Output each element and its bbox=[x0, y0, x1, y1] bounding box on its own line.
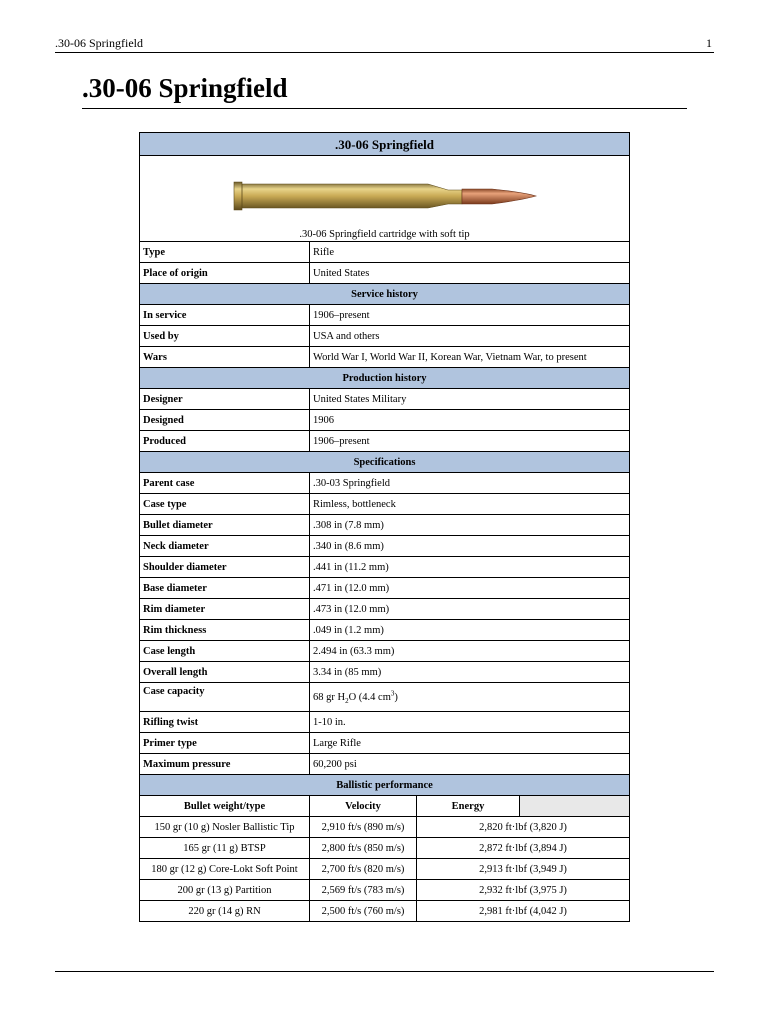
row-value: 1-10 in. bbox=[310, 712, 630, 733]
row-value: 1906–present bbox=[310, 305, 630, 326]
section-heading-production-history: Production history bbox=[140, 368, 630, 389]
cartridge-image bbox=[230, 174, 540, 218]
row-value: 2.494 in (63.3 mm) bbox=[310, 641, 630, 662]
running-header-title: .30-06 Springfield bbox=[55, 36, 143, 50]
cartridge-image-cell bbox=[140, 156, 630, 242]
row-label: Type bbox=[140, 242, 310, 263]
row-value: 3.34 in (85 mm) bbox=[310, 662, 630, 683]
row-label: Neck diameter bbox=[140, 536, 310, 557]
row-label: Rim diameter bbox=[140, 599, 310, 620]
ballistic-velocity: 2,700 ft/s (820 m/s) bbox=[310, 859, 417, 880]
row-value: .441 in (11.2 mm) bbox=[310, 557, 630, 578]
ballistic-bullet: 150 gr (10 g) Nosler Ballistic Tip bbox=[140, 817, 310, 838]
row-value: 60,200 psi bbox=[310, 754, 630, 775]
ballistic-velocity: 2,569 ft/s (783 m/s) bbox=[310, 880, 417, 901]
ballistic-bullet: 200 gr (13 g) Partition bbox=[140, 880, 310, 901]
row-value: 1906–present bbox=[310, 431, 630, 452]
row-label: Rim thickness bbox=[140, 620, 310, 641]
row-value: .340 in (8.6 mm) bbox=[310, 536, 630, 557]
row-label: Base diameter bbox=[140, 578, 310, 599]
row-value: .049 in (1.2 mm) bbox=[310, 620, 630, 641]
ballistic-energy: 2,981 ft·lbf (4,042 J) bbox=[417, 901, 630, 922]
row-label: Maximum pressure bbox=[140, 754, 310, 775]
case-capacity-mid: O (4.4 cm bbox=[348, 691, 391, 703]
image-caption: .30-06 Springfield cartridge with soft tip bbox=[299, 229, 470, 240]
row-value: .30-03 Springfield bbox=[310, 473, 630, 494]
row-label: Designed bbox=[140, 410, 310, 431]
ballistic-bullet: 220 gr (14 g) RN bbox=[140, 901, 310, 922]
row-value: Rifle bbox=[310, 242, 630, 263]
ballistic-energy: 2,913 ft·lbf (3,949 J) bbox=[417, 859, 630, 880]
row-label: Primer type bbox=[140, 733, 310, 754]
row-label: Place of origin bbox=[140, 263, 310, 284]
row-value: .473 in (12.0 mm) bbox=[310, 599, 630, 620]
ballistic-velocity: 2,800 ft/s (850 m/s) bbox=[310, 838, 417, 859]
row-value: United States bbox=[310, 263, 630, 284]
column-header-velocity: Velocity bbox=[310, 796, 417, 817]
ballistic-bullet: 180 gr (12 g) Core-Lokt Soft Point bbox=[140, 859, 310, 880]
section-heading-specifications: Specifications bbox=[140, 452, 630, 473]
ballistic-energy: 2,872 ft·lbf (3,894 J) bbox=[417, 838, 630, 859]
row-value: .471 in (12.0 mm) bbox=[310, 578, 630, 599]
infobox-caption: .30-06 Springfield bbox=[140, 133, 630, 156]
page-title: .30-06 Springfield bbox=[82, 70, 687, 109]
section-heading-service-history: Service history bbox=[140, 284, 630, 305]
case-capacity-value bbox=[310, 683, 630, 712]
row-label: Used by bbox=[140, 326, 310, 347]
row-value: Large Rifle bbox=[310, 733, 630, 754]
row-label: Case length bbox=[140, 641, 310, 662]
row-value: USA and others bbox=[310, 326, 630, 347]
infobox-table bbox=[139, 132, 630, 922]
case-capacity-prefix: 68 gr H bbox=[313, 691, 346, 703]
case-capacity-suffix: ) bbox=[394, 691, 398, 703]
row-label: In service bbox=[140, 305, 310, 326]
row-value: 1906 bbox=[310, 410, 630, 431]
row-label: Designer bbox=[140, 389, 310, 410]
column-header-energy: Energy bbox=[417, 796, 520, 817]
row-value: .308 in (7.8 mm) bbox=[310, 515, 630, 536]
footer-rule bbox=[55, 971, 714, 972]
row-label: Overall length bbox=[140, 662, 310, 683]
row-label: Case type bbox=[140, 494, 310, 515]
case-capacity-sup: 3 bbox=[390, 689, 395, 697]
row-label: Parent case bbox=[140, 473, 310, 494]
row-label: Shoulder diameter bbox=[140, 557, 310, 578]
ballistic-energy: 2,820 ft·lbf (3,820 J) bbox=[417, 817, 630, 838]
ballistic-velocity: 2,910 ft/s (890 m/s) bbox=[310, 817, 417, 838]
row-value: World War I, World War II, Korean War, Vietnam War, to present bbox=[310, 347, 630, 368]
row-label: Wars bbox=[140, 347, 310, 368]
page-number: 1 bbox=[706, 36, 712, 50]
section-heading-ballistic-performance: Ballistic performance bbox=[140, 775, 630, 796]
case-capacity-sub: 2 bbox=[345, 696, 349, 705]
row-label: Rifling twist bbox=[140, 712, 310, 733]
row-value: Rimless, bottleneck bbox=[310, 494, 630, 515]
ballistic-bullet: 165 gr (11 g) BTSP bbox=[140, 838, 310, 859]
column-header-bullet: Bullet weight/type bbox=[140, 796, 310, 817]
row-label: Case capacity bbox=[140, 683, 310, 712]
ballistic-velocity: 2,500 ft/s (760 m/s) bbox=[310, 901, 417, 922]
ballistic-energy: 2,932 ft·lbf (3,975 J) bbox=[417, 880, 630, 901]
column-header-empty bbox=[520, 796, 630, 817]
row-value: United States Military bbox=[310, 389, 630, 410]
running-header bbox=[55, 36, 714, 53]
row-label: Produced bbox=[140, 431, 310, 452]
row-label: Bullet diameter bbox=[140, 515, 310, 536]
